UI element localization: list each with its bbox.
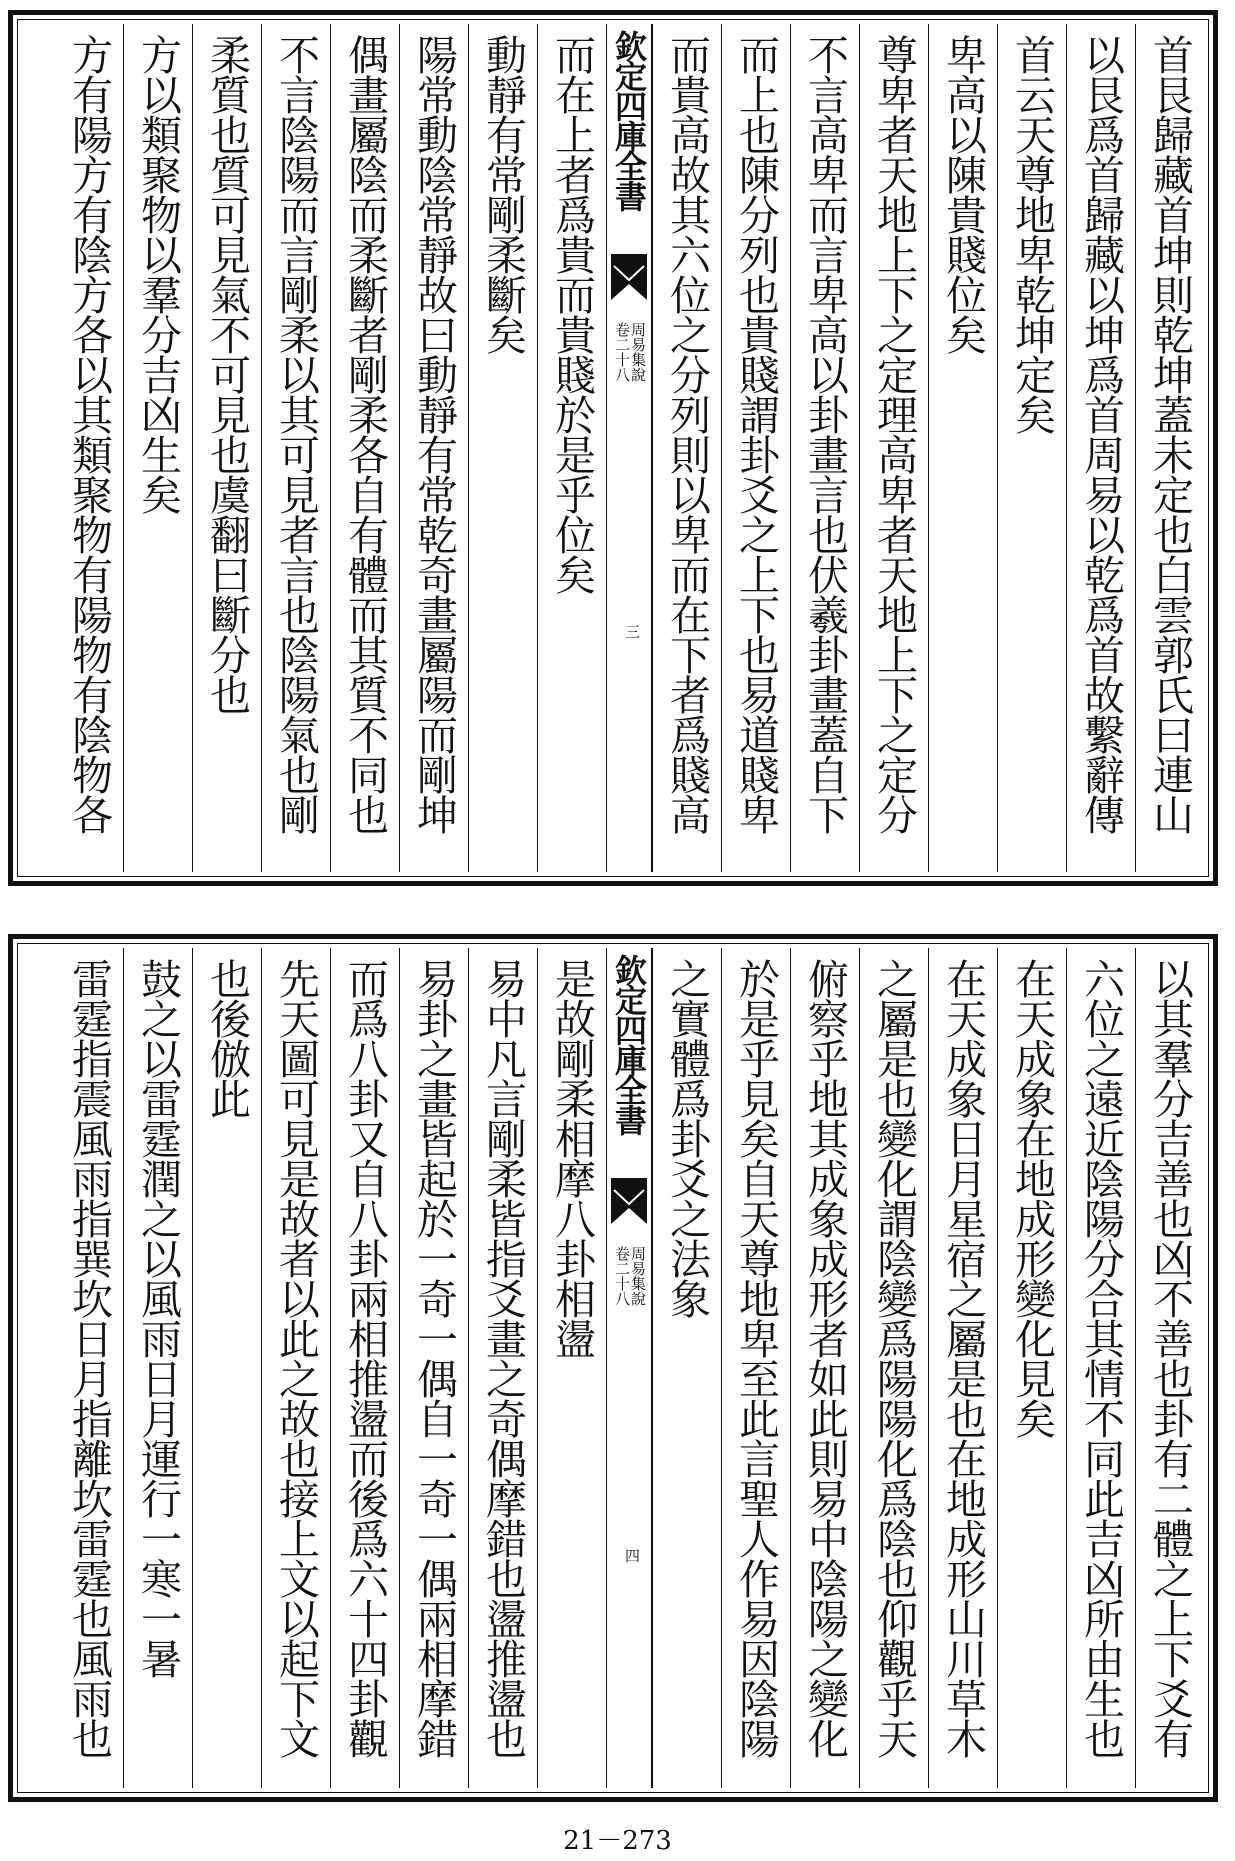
text-column xyxy=(468,948,537,1788)
column-text: 而貴高故其六位之分列則以卑而在下者爲賤高 xyxy=(663,34,711,834)
column-text: 而在上者爲貴而貴賤於是乎位矣 xyxy=(548,34,596,594)
text-column xyxy=(123,948,192,1788)
column-text: 尊卑者天地上下之定理高卑者天地上下之定分 xyxy=(870,34,918,834)
column-text: 於是乎見矣自天尊地卑至此言聖人作易因陰陽 xyxy=(732,958,780,1758)
column-text: 俯察乎地其成象成形者如此則易中陰陽之變化 xyxy=(801,958,849,1758)
text-column xyxy=(928,24,997,872)
text-column xyxy=(192,948,261,1788)
page-number: 三 xyxy=(623,624,641,639)
column-text: 以其羣分吉善也凶不善也卦有二體之上下爻有 xyxy=(1146,958,1194,1758)
column-text: 首艮歸藏首坤則乾坤蓋未定也白雲郭氏曰連山 xyxy=(1146,34,1194,834)
text-column xyxy=(537,948,606,1788)
column-text: 之實體爲卦爻之法象 xyxy=(663,958,711,1318)
column-text: 易中凡言剛柔皆指爻畫之奇偶摩錯也盪推盪也 xyxy=(479,958,527,1758)
text-column xyxy=(468,24,537,872)
fish-tail-mark-icon xyxy=(611,1178,647,1224)
text-column xyxy=(261,948,330,1788)
column-text: 而爲八卦又自八卦兩相推盪而後爲六十四卦觀 xyxy=(341,958,389,1758)
book-title: 欽定四庫全書 xyxy=(610,954,648,1134)
section-title xyxy=(614,322,646,382)
book-title: 欽定四庫全書 xyxy=(610,30,648,210)
column-text: 先天圖可見是故者以此之故也接上文以起下文 xyxy=(272,958,320,1758)
center-gutter xyxy=(606,948,652,1788)
text-column xyxy=(652,24,721,872)
page-reference: 21－273 xyxy=(563,1826,672,1856)
section-title xyxy=(614,1246,646,1306)
column-text: 偶畫屬陰而柔斷者剛柔各自有體而其質不同也 xyxy=(341,34,389,834)
text-column xyxy=(997,24,1066,872)
column-text: 在天成象日月星宿之屬是也在地成形山川草木 xyxy=(939,958,987,1758)
column-container xyxy=(22,24,1204,872)
column-text: 以艮爲首歸藏以坤爲首周易以乾爲首故繫辭傳 xyxy=(1077,34,1125,834)
column-text: 而上也陳分列也貴賤謂卦爻之上下也易道賤卑 xyxy=(732,34,780,834)
column-text: 首云天尊地卑乾坤定矣 xyxy=(1008,34,1056,434)
column-text: 陽常動陰常靜故曰動靜有常乾奇畫屬陽而剛坤 xyxy=(410,34,458,834)
text-column xyxy=(997,948,1066,1788)
text-column xyxy=(123,24,192,872)
text-column xyxy=(54,948,123,1788)
text-column xyxy=(859,24,928,872)
column-text: 動靜有常剛柔斷矣 xyxy=(479,34,527,354)
column-text: 方有陽方有陰方各以其類聚物有陽物有陰物各 xyxy=(65,34,113,834)
text-column xyxy=(399,948,468,1788)
text-column xyxy=(790,948,859,1788)
volume-name: 卷二十八 xyxy=(613,1246,631,1306)
text-column xyxy=(721,24,790,872)
text-column xyxy=(652,948,721,1788)
center-gutter xyxy=(606,24,652,872)
column-text: 卑高以陳貴賤位矣 xyxy=(939,34,987,354)
column-text: 易卦之畫皆起於一奇一偶自一奇一偶兩相摩錯 xyxy=(410,958,458,1758)
text-column xyxy=(537,24,606,872)
text-column xyxy=(928,948,997,1788)
volume-name: 卷二十八 xyxy=(613,322,631,382)
section-name: 周易集說 xyxy=(629,1246,647,1306)
text-column xyxy=(790,24,859,872)
text-column xyxy=(54,24,123,872)
fish-tail-mark-icon xyxy=(611,254,647,300)
column-text: 不言陰陽而言剛柔以其可見者言也陰陽氣也剛 xyxy=(272,34,320,834)
column-container xyxy=(22,948,1204,1788)
text-column xyxy=(859,948,928,1788)
text-column xyxy=(1135,948,1204,1788)
text-column xyxy=(1066,24,1135,872)
text-column xyxy=(261,24,330,872)
column-text: 六位之遠近陰陽分合其情不同此吉凶所由生也 xyxy=(1077,958,1125,1758)
text-column xyxy=(721,948,790,1788)
column-text: 不言高卑而言卑高以卦畫言也伏羲卦畫蓋自下 xyxy=(801,34,849,834)
column-text: 鼓之以雷霆潤之以風雨日月運行一寒一暑 xyxy=(134,958,182,1678)
text-column xyxy=(1135,24,1204,872)
column-text: 之屬是也變化謂陰變爲陽陽化爲陰也仰觀乎天 xyxy=(870,958,918,1758)
text-column xyxy=(330,948,399,1788)
section-name: 周易集說 xyxy=(629,322,647,382)
folio-page-lower xyxy=(8,934,1218,1802)
column-text: 方以類聚物以羣分吉凶生矣 xyxy=(134,34,182,514)
text-column xyxy=(1066,948,1135,1788)
column-text: 在天成象在地成形變化見矣 xyxy=(1008,958,1056,1438)
text-column xyxy=(399,24,468,872)
column-text: 雷霆指震風雨指巽坎日月指離坎雷霆也風雨也 xyxy=(65,958,113,1758)
column-text: 是故剛柔相摩八卦相盪 xyxy=(548,958,596,1358)
text-column xyxy=(330,24,399,872)
folio-page-upper xyxy=(8,10,1218,886)
page-number: 四 xyxy=(623,1548,641,1563)
text-column xyxy=(192,24,261,872)
column-text: 也後倣此 xyxy=(203,958,251,1118)
column-text: 柔質也質可見氣不可見也虞翻曰斷分也 xyxy=(203,34,251,714)
